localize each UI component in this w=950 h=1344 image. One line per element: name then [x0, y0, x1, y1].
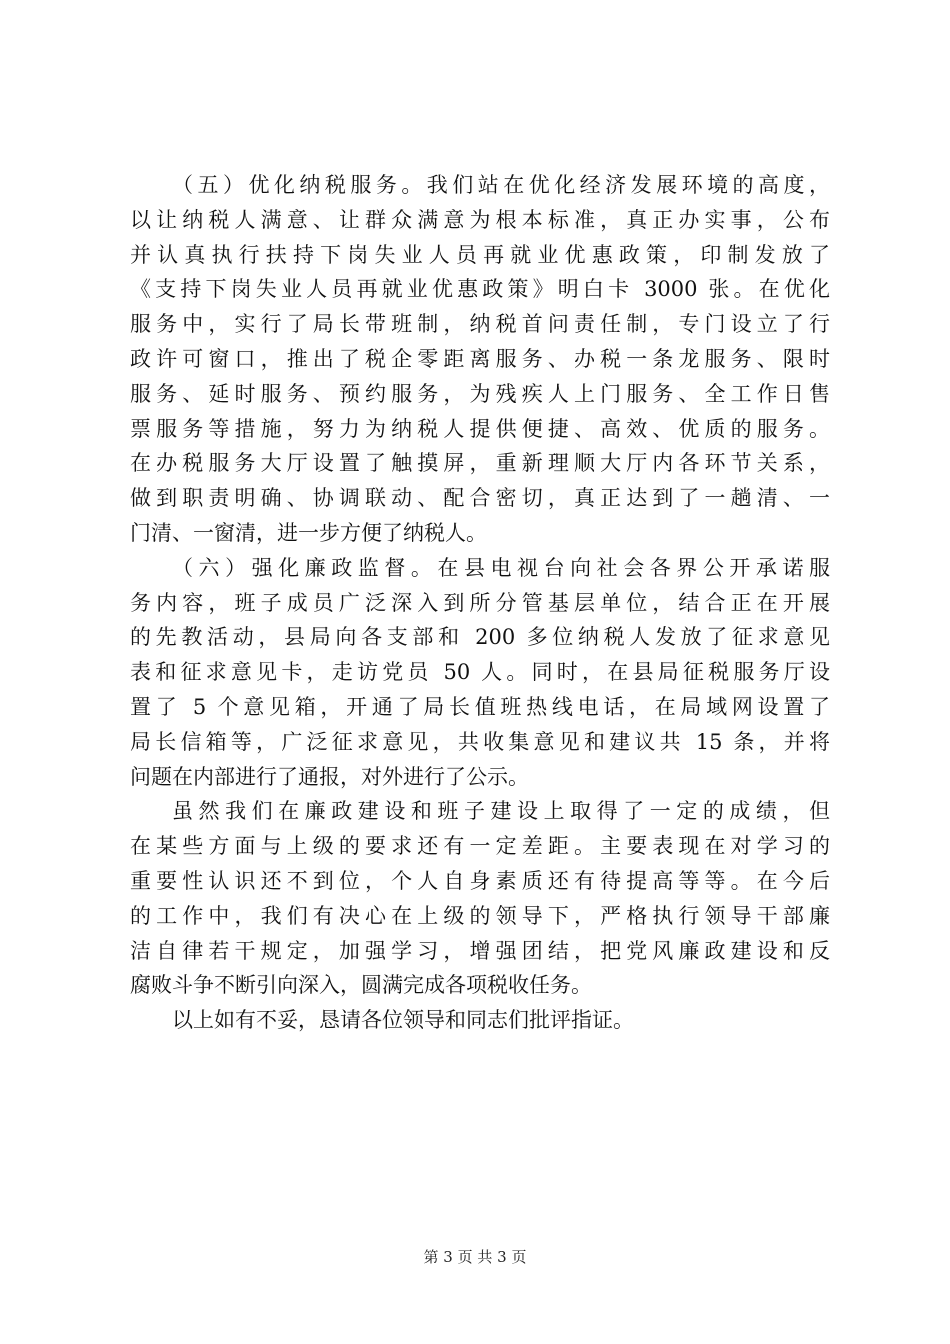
paragraph-line: （五）优化纳税服务。我们站在优化经济发展环境的高度， — [172, 173, 830, 197]
paragraph-line: 虽然我们在廉政建设和班子建设上取得了一定的成绩，但 — [172, 799, 830, 824]
paragraph-line: 腐败斗争不断引向深入，圆满完成各项税收任务。 — [130, 973, 592, 998]
paragraph-line: 局长信箱等，广泛征求意见，共收集意见和建议共 15 条，并将 — [130, 729, 830, 754]
paragraph-line: 洁自律若干规定，加强学习，增强团结，把党风廉政建设和反 — [130, 938, 830, 963]
paragraph-line: 务内容，班子成员广泛深入到所分管基层单位，结合正在开展 — [130, 590, 830, 615]
document-body — [130, 168, 830, 1038]
paragraph-line: 的工作中，我们有决心在上级的领导下，严格执行领导干部廉 — [130, 903, 830, 928]
paragraph-line: 服务、延时服务、预约服务，为残疾人上门服务、全工作日售 — [130, 381, 830, 406]
paragraph-line: 表和征求意见卡，走访党员 50 人。同时，在县局征税服务厅设 — [130, 660, 830, 685]
paragraph-line: （六）强化廉政监督。在县电视台向社会各界公开承诺服 — [172, 555, 830, 580]
paragraph-line: 并认真执行扶持下岗失业人员再就业优惠政策，印制发放了 — [130, 242, 830, 267]
paragraph-line: 以上如有不妥，恳请各位领导和同志们批评指证。 — [172, 1008, 634, 1033]
paragraph-line: 做到职责明确、协调联动、配合密切，真正达到了一趟清、一 — [130, 486, 830, 511]
paragraph-line: 在办税服务大厅设置了触摸屏，重新理顺大厅内各环节关系， — [130, 451, 830, 476]
paragraph-line: 《支持下岗失业人员再就业优惠政策》明白卡 3000 张。在优化 — [130, 277, 830, 302]
paragraph-line: 门清、一窗清，进一步方便了纳税人。 — [130, 520, 487, 545]
page-footer: 第 3 页 共 3 页 — [423, 1248, 527, 1266]
paragraph-line: 以让纳税人满意、让群众满意为根本标准，真正办实事，公布 — [130, 207, 830, 232]
paragraph-line: 票服务等措施，努力为纳税人提供便捷、高效、优质的服务。 — [130, 416, 830, 441]
paragraph-section-6 — [130, 551, 830, 795]
paragraph-line: 问题在内部进行了通报，对外进行了公示。 — [130, 764, 529, 789]
paragraph-line: 重要性认识还不到位，个人自身素质还有待提高等等。在今后 — [130, 868, 830, 893]
paragraph-line: 在某些方面与上级的要求还有一定差距。主要表现在对学习的 — [130, 834, 830, 859]
paragraph-shortcomings — [130, 794, 830, 1003]
paragraph-closing — [130, 1003, 830, 1038]
paragraph-section-5 — [130, 168, 830, 551]
paragraph-line: 服务中，实行了局长带班制，纳税首问责任制，专门设立了行 — [130, 312, 830, 337]
paragraph-line: 政许可窗口，推出了税企零距离服务、办税一条龙服务、限时 — [130, 346, 830, 371]
paragraph-line: 置了 5 个意见箱，开通了局长值班热线电话，在局域网设置了 — [130, 694, 830, 719]
paragraph-line: 的先教活动，县局向各支部和 200 多位纳税人发放了征求意见 — [130, 625, 830, 650]
